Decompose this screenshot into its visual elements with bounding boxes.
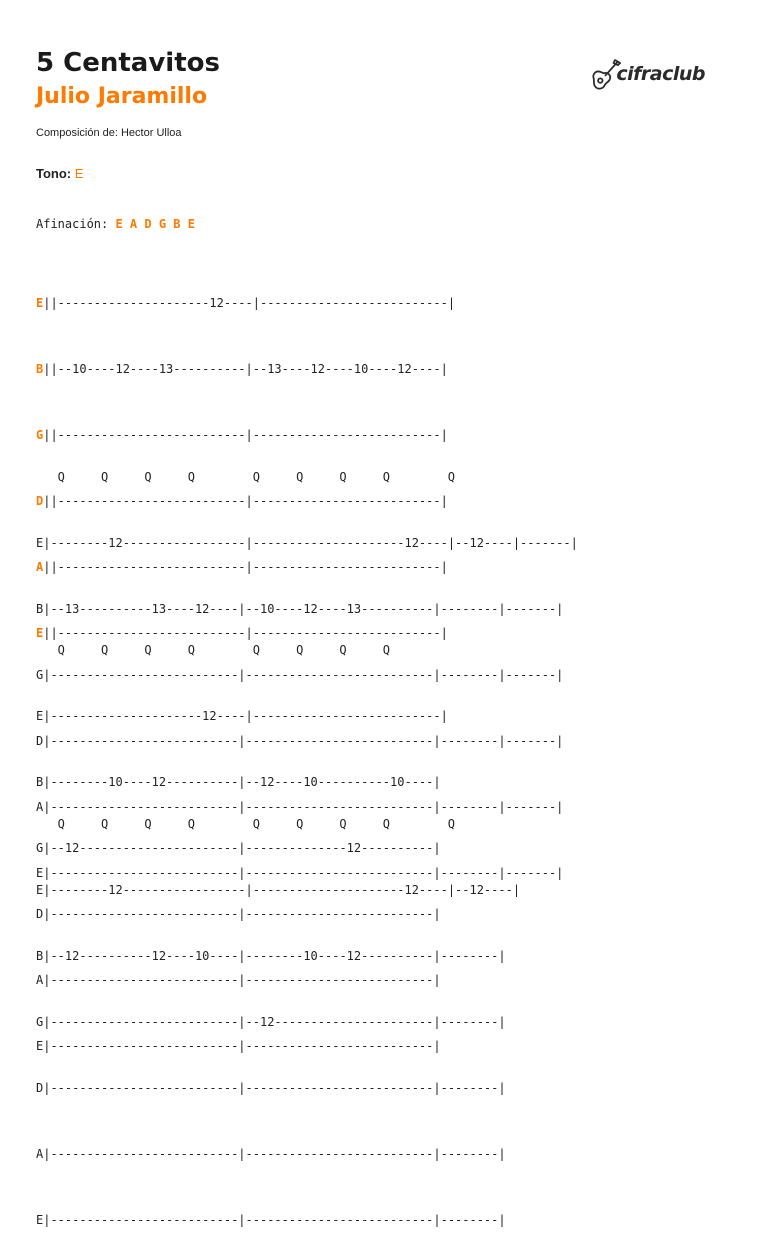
- tab-line: [36, 292, 455, 314]
- tab-line: [36, 1143, 520, 1165]
- string-notes: |--------------------------|--------------------------|: [43, 973, 441, 987]
- string-name: D: [36, 907, 44, 921]
- tuning-value: E A D G B E: [115, 217, 195, 231]
- rhythm-line: Q Q Q Q Q Q Q Q: [36, 643, 391, 657]
- composer-credit: Composición de: Hector Ulloa: [36, 127, 182, 139]
- string-name: G: [36, 841, 44, 855]
- string-name: G: [36, 1015, 44, 1029]
- string-notes: |--------------------------|--------------------------|: [43, 1039, 441, 1053]
- string-notes: |--12----------12----10----|--------10----12----------|--------|: [43, 949, 506, 963]
- string-notes: ||--------------------------|--------------------------|: [43, 626, 448, 640]
- key-label: Tono:: [36, 166, 72, 181]
- string-name: E: [36, 626, 44, 640]
- string-notes: |--------------------------|--------------------------|--------|: [43, 1147, 506, 1161]
- string-name: D: [36, 1081, 44, 1095]
- string-name: D: [36, 734, 44, 748]
- string-notes: |--------------------------|--------------------------|--------|-------|: [43, 734, 564, 748]
- tab-line: [36, 1077, 520, 1099]
- string-name: B: [36, 949, 44, 963]
- tab-line: [36, 1209, 520, 1231]
- string-notes: ||---------------------12----|--------------------------|: [43, 296, 456, 310]
- tab-line: [36, 945, 520, 967]
- string-name: D: [36, 494, 44, 508]
- song-key: [36, 166, 83, 181]
- tuning-label: Afinación:: [36, 217, 109, 231]
- string-name: E: [36, 1039, 44, 1053]
- string-notes: ||--------------------------|--------------------------|: [43, 560, 448, 574]
- string-name: A: [36, 973, 44, 987]
- tab-line: [36, 532, 578, 554]
- tuning-line: [36, 213, 195, 235]
- string-notes: ||--------------------------|--------------------------|: [43, 428, 448, 442]
- string-name: E: [36, 296, 44, 310]
- string-notes: |--12----------------------|--------------12----------|: [43, 841, 441, 855]
- string-name: A: [36, 560, 44, 574]
- key-value[interactable]: E: [74, 166, 84, 181]
- string-notes: |--------------------------|--------------------------|--------|-------|: [43, 866, 564, 880]
- string-name: B: [36, 602, 44, 616]
- string-notes: |--------------------------|--12----------------------|--------|: [43, 1015, 506, 1029]
- tab-block-4: [36, 769, 520, 1253]
- string-notes: ||--10----12----13----------|--13----12----10----12----|: [43, 362, 448, 376]
- string-name: E: [36, 536, 44, 550]
- logo-text: cifraclub: [616, 63, 705, 85]
- string-notes: ||--------------------------|--------------------------|: [43, 494, 448, 508]
- string-name: A: [36, 1147, 44, 1161]
- string-notes: |--------------------------|--------------------------|: [43, 907, 441, 921]
- string-name: B: [36, 362, 44, 376]
- rhythm-line: Q Q Q Q Q Q Q Q Q: [36, 470, 456, 484]
- tab-line: [36, 1011, 520, 1033]
- string-name: G: [36, 668, 44, 682]
- string-notes: |--------------------------|--------------------------|--------|-------|: [43, 668, 564, 682]
- string-notes: |--------12-----------------|---------------------12----|--12----|: [43, 883, 521, 897]
- string-name: E: [36, 1213, 44, 1227]
- tab-line: [36, 358, 455, 380]
- song-title: 5 Centavitos: [36, 48, 220, 78]
- string-name: B: [36, 775, 44, 789]
- string-name: A: [36, 800, 44, 814]
- string-notes: |--------------------------|--------------------------|--------|: [43, 1081, 506, 1095]
- string-name: G: [36, 428, 44, 442]
- string-name: E: [36, 883, 44, 897]
- string-notes: |---------------------12----|--------------------------|: [43, 709, 448, 723]
- string-notes: |--13----------13----12----|--10----12----13----------|--------|-------|: [43, 602, 564, 616]
- string-notes: |--------------------------|--------------------------|--------|-------|: [43, 800, 564, 814]
- string-name: E: [36, 709, 44, 723]
- string-name: E: [36, 866, 44, 880]
- cifraclub-logo[interactable]: [590, 48, 705, 100]
- artist-link[interactable]: Julio Jaramillo: [36, 84, 208, 109]
- rhythm-line: Q Q Q Q Q Q Q Q Q: [36, 817, 456, 831]
- tab-line: [36, 705, 448, 727]
- tab-line: [36, 879, 520, 901]
- string-notes: |--------12-----------------|---------------------12----|--12----|-------|: [43, 536, 578, 550]
- string-notes: |--------10----12----------|--12----10----------10----|: [43, 775, 441, 789]
- string-notes: |--------------------------|--------------------------|--------|: [43, 1213, 506, 1227]
